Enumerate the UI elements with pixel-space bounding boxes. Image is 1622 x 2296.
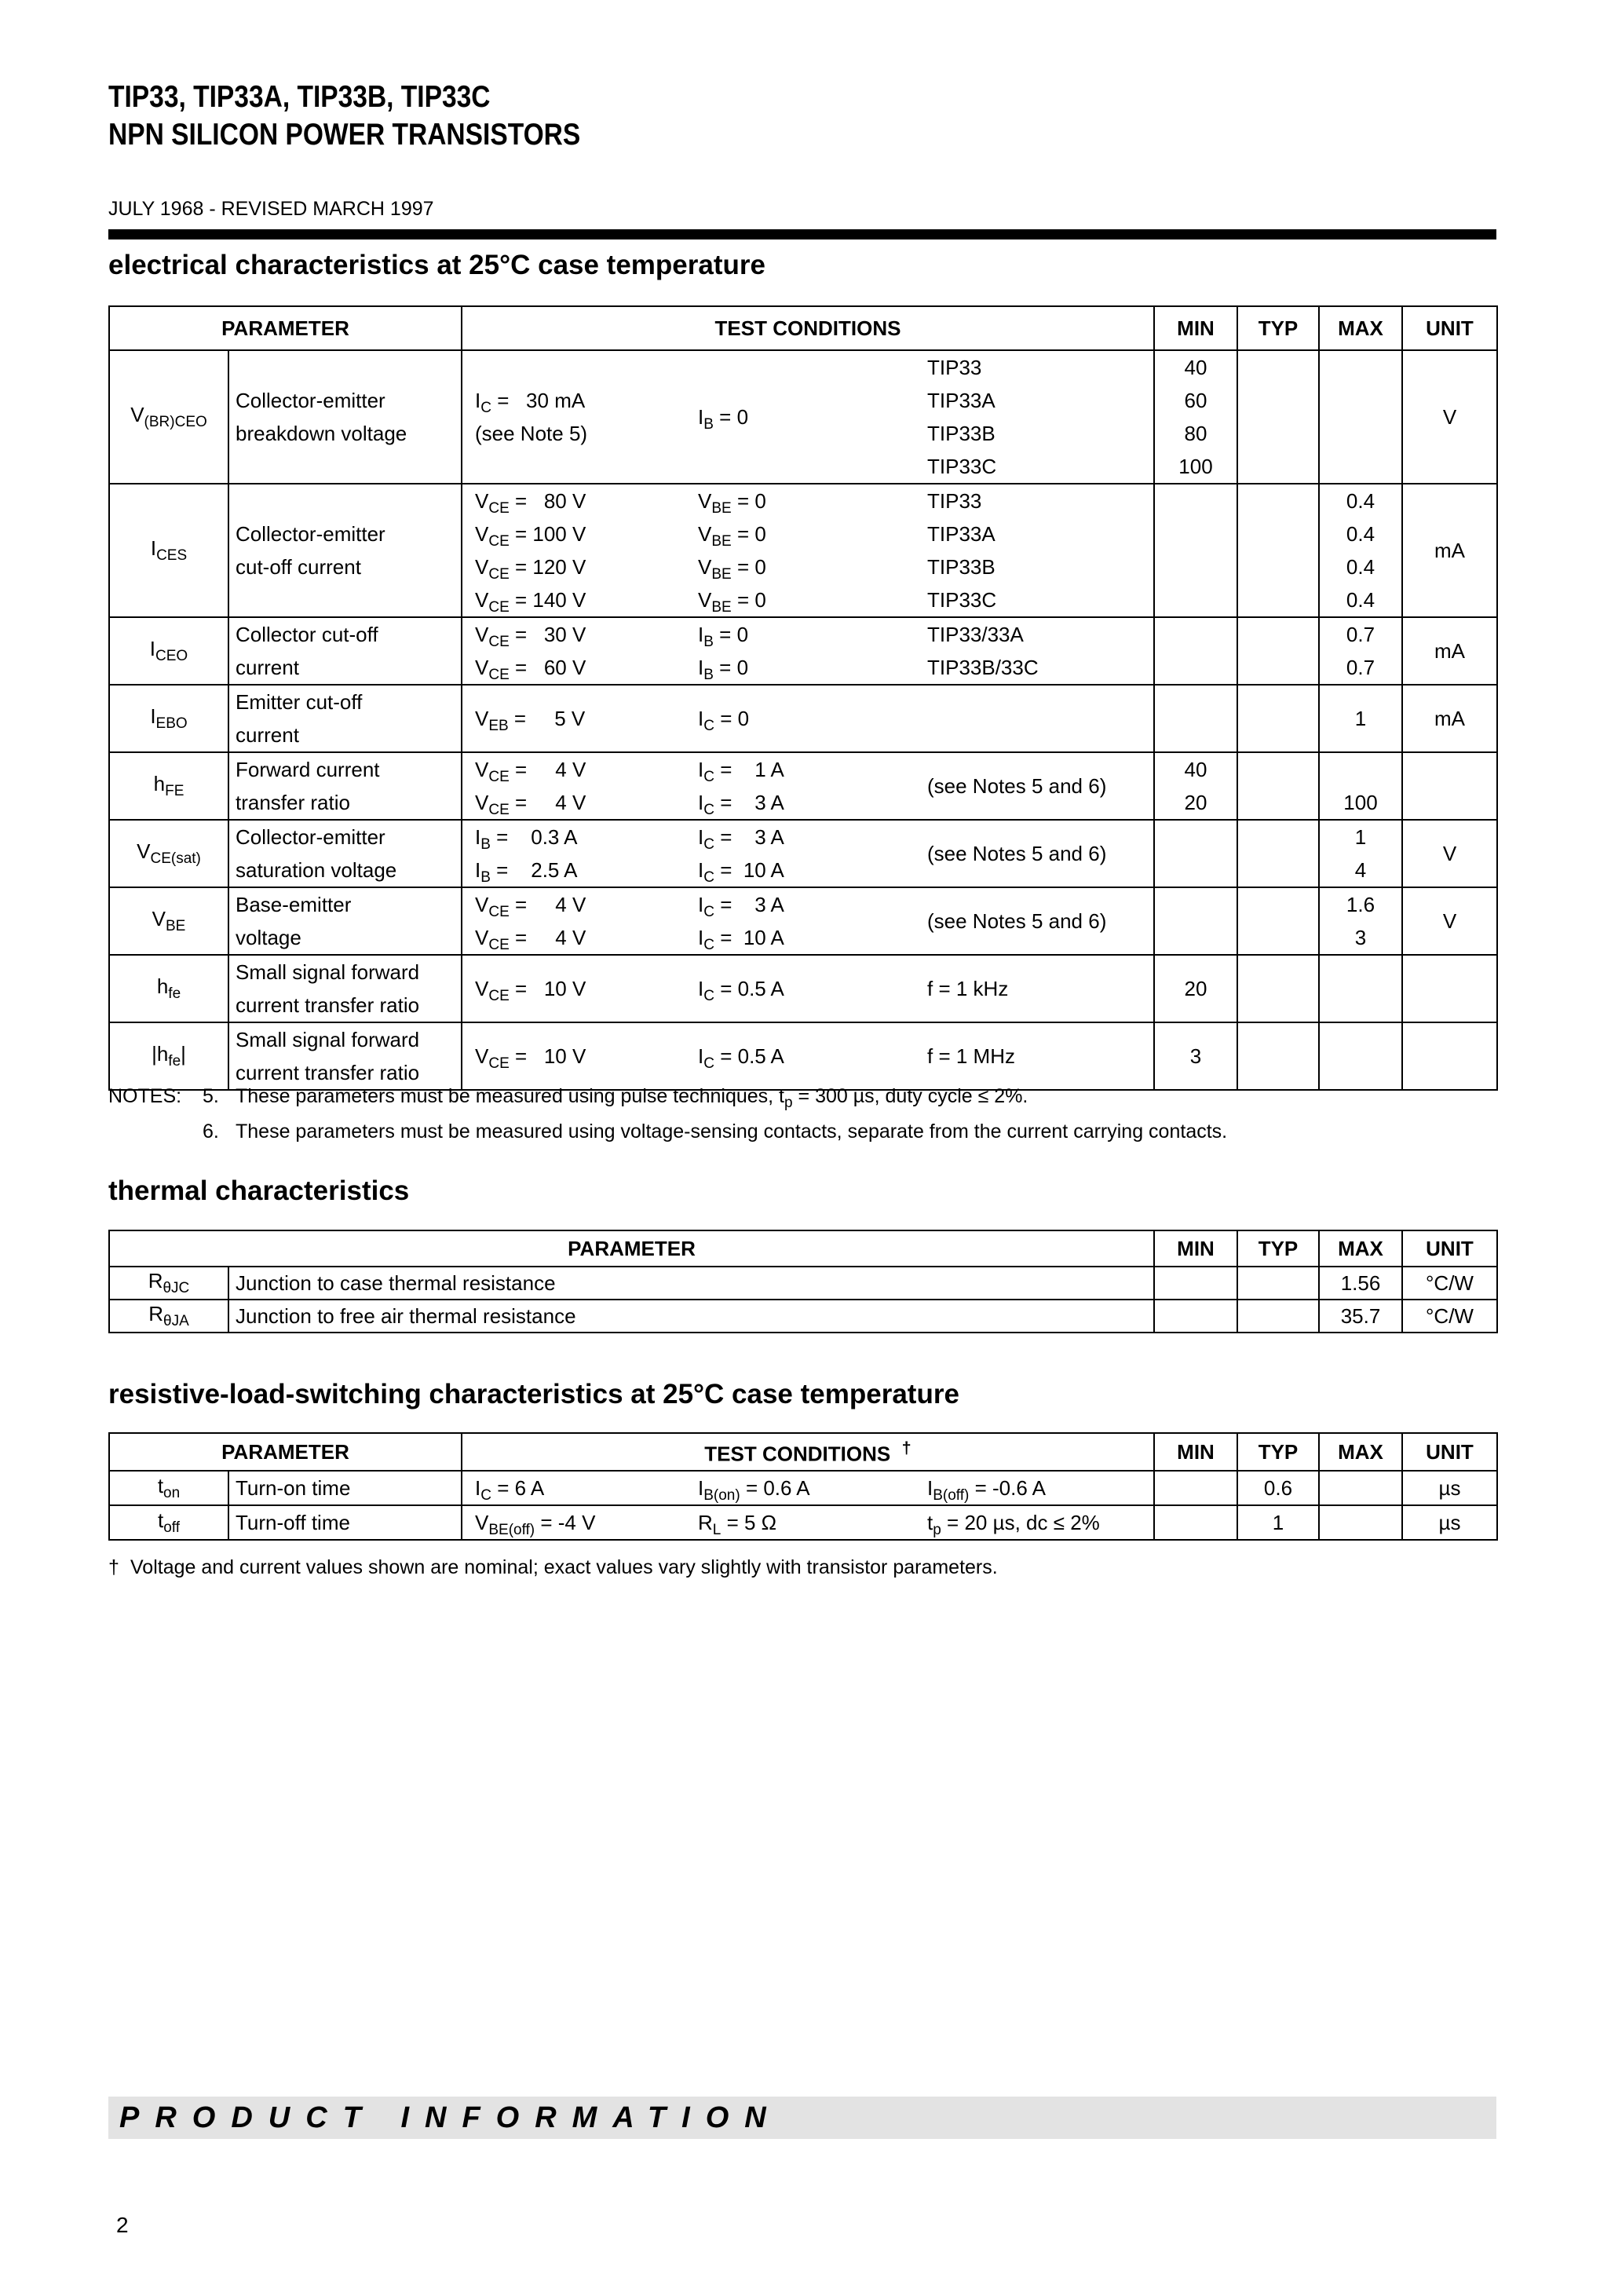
thermal-header-typ: TYP <box>1237 1230 1319 1267</box>
table-row-t-on: $t_{on}$ Turn-on time $I_C = 6$ A $I_{B(on)} = 0.6$ A $I_{B(off)} = -0.6$ A 0.6 µs <box>109 1471 1497 1505</box>
conditions-iceo: $V_{CE} = 30$ V $V_{CE} = 60$ V $I_B = 0$ $I_B = 0$ TIP33/33A TIP33B/33C <box>462 617 1154 685</box>
header-unit: UNIT <box>1402 306 1497 350</box>
unit-ices: mA <box>1402 484 1497 617</box>
thermal-header-parameter: PARAMETER <box>109 1230 1154 1267</box>
table-row-t-off: $t_{off}$ Turn-off time $V_{BE(off)} = -4$ V $R_L = 5$ Ω $t_p = 20$ µs, dc ≤ 2% 1 µs <box>109 1505 1497 1540</box>
thermal-header-max: MAX <box>1319 1230 1402 1267</box>
max-ices: 0.4 0.4 0.4 0.4 <box>1319 484 1402 617</box>
product-information-banner <box>108 2097 1496 2139</box>
title-line-2: NPN SILICON POWER TRANSISTORS <box>108 118 581 152</box>
symbol-hfe-small: $h_{fe}$ <box>109 955 228 1022</box>
description-vbe: Base-emitter voltage <box>228 887 462 955</box>
table-row-hfe <box>109 752 1497 820</box>
header-rule <box>108 229 1496 239</box>
conditions-hfe-magnitude: $V_{CE} = 10$ V $I_C = 0.5$ A f = 1 MHz <box>462 1022 1154 1090</box>
thermal-header-min: MIN <box>1154 1230 1237 1267</box>
table-row-vbe <box>109 887 1497 955</box>
conditions-vbe: $V_{CE}$ = 4 V $V_{CE}$ = 4 V $I_C$ = 3 A $I_C = 10$ A (see Notes 5 and 6) <box>462 887 1154 955</box>
symbol-vbr-ceo: $V_{(BR)CEO}$ <box>109 350 228 484</box>
banner-text: PRODUCT INFORMATION <box>119 2101 782 2134</box>
conditions-vbr-ceo: $I_C = 30$ mA (see Note 5) $I_B = 0$ TIP33 TIP33A TIP33B TIP33C <box>462 350 1154 484</box>
table-row-iceo <box>109 617 1497 685</box>
max-vce-sat: 1 4 <box>1319 820 1402 887</box>
thermal-table <box>108 1230 1498 1333</box>
symbol-iebo: $I_{EBO}$ <box>109 685 228 752</box>
description-iceo: Collector cut-off current <box>228 617 462 685</box>
switching-footnote: † Voltage and current values shown are nominal; exact values vary slightly with transistor parameters. <box>108 1556 998 1578</box>
header-min: MIN <box>1154 306 1237 350</box>
table-row-ices <box>109 484 1497 617</box>
description-hfe-small: Small signal forward current transfer ratio <box>228 955 462 1022</box>
electrical-notes <box>108 1082 1227 1146</box>
symbol-vce-sat: $V_{CE(sat)}$ <box>109 820 228 887</box>
table-row-vbr-ceo <box>109 350 1497 484</box>
symbol-hfe-magnitude: $|h_{fe}|$ <box>109 1022 228 1090</box>
unit-vce-sat: V <box>1402 820 1497 887</box>
symbol-ices: $I_{CES}$ <box>109 484 228 617</box>
min-hfe-magnitude: 3 <box>1154 1022 1237 1090</box>
page-number: 2 <box>116 2213 129 2237</box>
max-hfe: 100 <box>1319 752 1402 820</box>
electrical-section-title: electrical characteristics at 25°C case temperature <box>108 250 765 280</box>
document-title <box>108 79 580 154</box>
description-hfe: Forward current transfer ratio <box>228 752 462 820</box>
switching-header-max: MAX <box>1319 1433 1402 1471</box>
description-ices: Collector-emitter cut-off current <box>228 484 462 617</box>
switching-table <box>108 1432 1498 1541</box>
unit-iebo: mA <box>1402 685 1497 752</box>
electrical-table <box>108 305 1498 1091</box>
table-row-iebo <box>109 685 1497 752</box>
switching-header-unit: UNIT <box>1402 1433 1497 1471</box>
note-5: NOTES: 5. These parameters must be measured using pulse techniques, $t_p = 300$ µs, duty cycle ≤ 2%. <box>108 1085 1028 1111</box>
electrical-header-row <box>109 306 1497 350</box>
conditions-vce-sat: $I_B$ = 0.3 A $I_B$ = 2.5 A $I_C$ = 3 A $I_C = 10$ A (see Notes 5 and 6) <box>462 820 1154 887</box>
thermal-section-title: thermal characteristics <box>108 1175 410 1206</box>
min-hfe: 40 20 <box>1154 752 1237 820</box>
conditions-hfe-small: $V_{CE} = 10$ V $I_C = 0.5$ A f = 1 kHz <box>462 955 1154 1022</box>
revision-date: JULY 1968 - REVISED MARCH 1997 <box>108 198 434 220</box>
switching-header-parameter: PARAMETER <box>109 1433 462 1471</box>
header-max: MAX <box>1319 306 1402 350</box>
table-row-hfe-magnitude <box>109 1022 1497 1090</box>
max-vbe: 1.6 3 <box>1319 887 1402 955</box>
min-vbr-ceo: 40 60 80 100 <box>1154 350 1237 484</box>
unit-vbe: V <box>1402 887 1497 955</box>
switching-header-typ: TYP <box>1237 1433 1319 1471</box>
switching-section-title: resistive-load-switching characteristics at 25°C case temperature <box>108 1379 959 1409</box>
min-hfe-small: 20 <box>1154 955 1237 1022</box>
switching-header-test-conditions: TEST CONDITIONS † <box>462 1433 1154 1471</box>
description-vbr-ceo: Collector-emitter breakdown voltage <box>228 350 462 484</box>
symbol-hfe: $h_{FE}$ <box>109 752 228 820</box>
unit-iceo: mA <box>1402 617 1497 685</box>
header-test-conditions: TEST CONDITIONS <box>462 306 1154 350</box>
symbol-iceo: $I_{CEO}$ <box>109 617 228 685</box>
unit-vbr-ceo: V <box>1402 350 1497 484</box>
header-typ: TYP <box>1237 306 1319 350</box>
table-row-r-theta-jc: $R_{\theta JC}$ Junction to case thermal resistance 1.56 °C/W <box>109 1267 1497 1300</box>
table-row-vce-sat <box>109 820 1497 887</box>
header-parameter: PARAMETER <box>109 306 462 350</box>
description-vce-sat: Collector-emitter saturation voltage <box>228 820 462 887</box>
thermal-header-unit: UNIT <box>1402 1230 1497 1267</box>
note-6: 6. These parameters must be measured using voltage-sensing contacts, separate from the current carrying contacts. <box>203 1121 1228 1143</box>
switching-header-row <box>109 1433 1497 1471</box>
table-row-r-theta-ja: $R_{\theta JA}$ Junction to free air thermal resistance 35.7 °C/W <box>109 1300 1497 1333</box>
description-iebo: Emitter cut-off current <box>228 685 462 752</box>
conditions-hfe: $V_{CE}$ = 4 V $V_{CE}$ = 4 V $I_C$ = 1 A $I_C$ = 3 A (see Notes 5 and 6) <box>462 752 1154 820</box>
table-row-hfe-small-signal <box>109 955 1497 1022</box>
max-iceo: 0.7 0.7 <box>1319 617 1402 685</box>
conditions-iebo: $V_{EB}$ = 5 V $I_C = 0$ <box>462 685 1154 752</box>
switching-header-min: MIN <box>1154 1433 1237 1471</box>
description-hfe-magnitude: Small signal forward current transfer ratio <box>228 1022 462 1090</box>
title-line-1: TIP33, TIP33A, TIP33B, TIP33C <box>108 80 491 114</box>
symbol-vbe: $V_{BE}$ <box>109 887 228 955</box>
thermal-header-row <box>109 1230 1497 1267</box>
conditions-ices: $V_{CE} = 80$ V $V_{CE} = 100$ V $V_{CE} = 120$ V $V_{CE} = 140$ V $V_{BE} = 0$ $V_{BE} = 0$ $V_{BE} = 0$ $V_{BE} = 0$ TIP33 TIP33A TIP33B TIP33C <box>462 484 1154 617</box>
max-iebo: 1 <box>1319 685 1402 752</box>
